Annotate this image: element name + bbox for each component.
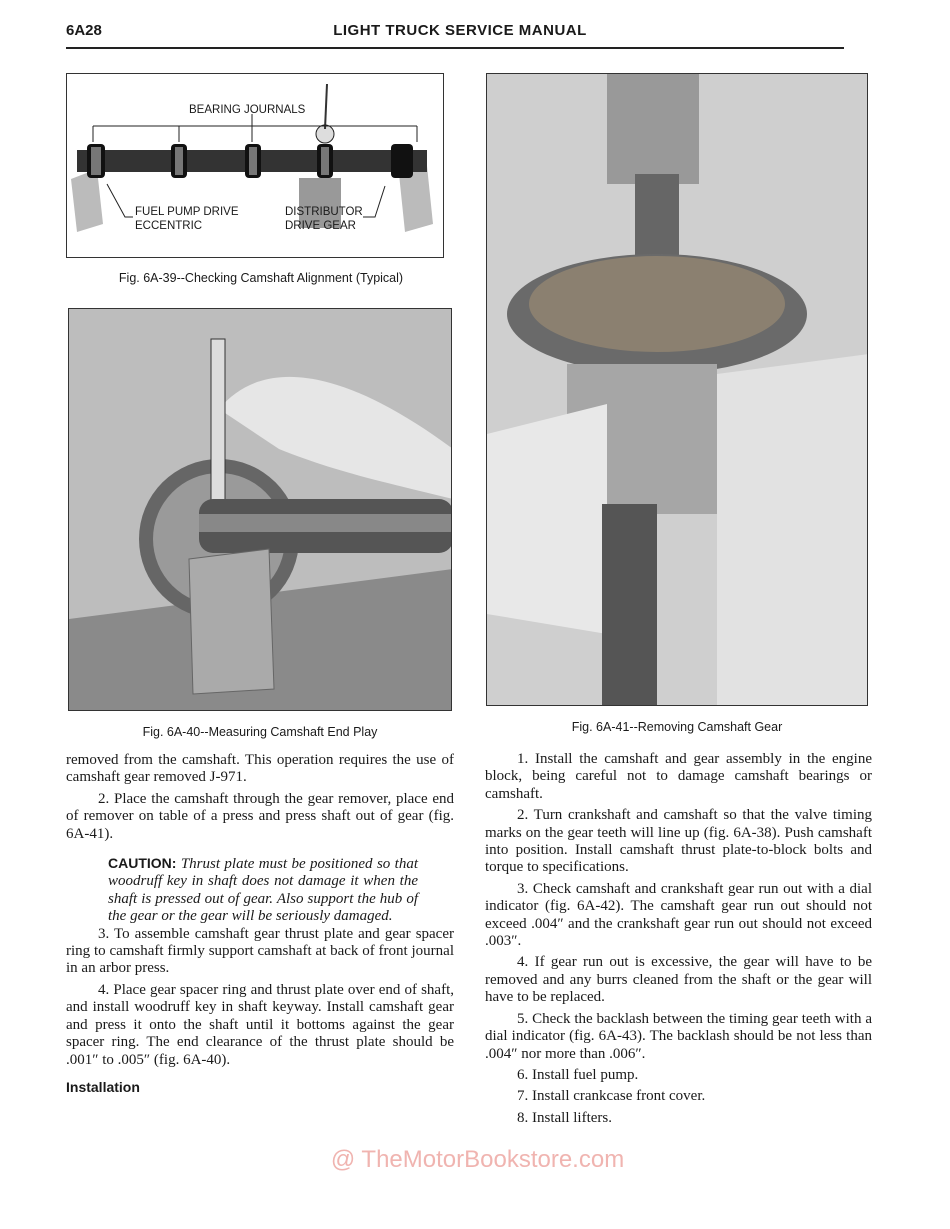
watermark: @ TheMotorBookstore.com (330, 1146, 625, 1173)
label-bearing-journals: BEARING JOURNALS (189, 104, 306, 116)
step: 1. Install the camshaft and gear assembly in the engine block, being careful not to damage camshaft bearings or camshaft. (485, 751, 872, 802)
camshaft-alignment-illustration (67, 74, 444, 258)
removing-gear-photo (487, 74, 868, 706)
paragraph: removed from the camshaft. This operation requires the use of camshaft gear removed J-971. (66, 752, 454, 786)
label-line: ECCENTRIC (135, 220, 203, 232)
label-line: DRIVE GEAR (285, 220, 356, 232)
page-number: 6A28 (66, 22, 102, 39)
figure-caption: Fig. 6A-40--Measuring Camshaft End Play (142, 725, 378, 739)
paragraph-step-3: 3. To assemble camshaft gear thrust plate and gear spacer ring to camshaft firmly support camshaft at back of front journal in an arbor press. (66, 925, 454, 977)
step: 6. Install fuel pump. (517, 1066, 639, 1083)
label-line: DISTRIBUTOR (285, 206, 363, 218)
label-fuel-pump-drive (135, 205, 239, 233)
figure-caption: Fig. 6A-39--Checking Camshaft Alignment (Typical) (118, 271, 404, 285)
step: 8. Install lifters. (517, 1109, 612, 1126)
page-title: LIGHT TRUCK SERVICE MANUAL (333, 22, 587, 39)
caution-text: Thrust plate must be positioned so that woodruff key in shaft does not damage it when the shaft is pressed out of gear. Also support the hub of the gear or the gear will be seriously damaged. (108, 856, 419, 925)
left-column-text (66, 752, 454, 1095)
step: 4. If gear run out is excessive, the gear will have to be removed and any burrs cleaned from the shaft or the gear will have to be replaced. (485, 954, 872, 1006)
step: 5. Check the backlash between the timing gear teeth with a dial indicator (fig. 6A-43). The backlash should be not less than .004″ nor more than .006″. (485, 1010, 872, 1062)
caution-label: CAUTION: (108, 855, 177, 872)
header-rule (66, 47, 844, 49)
figure-end-play (68, 308, 452, 711)
installation-steps (485, 747, 872, 1127)
section-heading-installation: Installation (66, 1078, 140, 1095)
figure-removing-gear (486, 73, 868, 706)
paragraph-step-2: 2. Place the camshaft through the gear remover, place end of remover on table of a press and press shaft out of gear (fig. 6A-41). (66, 790, 454, 842)
label-distributor-drive-gear (285, 205, 363, 233)
figure-camshaft-alignment (66, 73, 444, 258)
step: 3. Check camshaft and crankshaft gear run out with a dial indicator (fig. 6A-42). The camshaft gear run out should not exceed .004″ and the crankshaft gear run out should not exceed .003″. (485, 880, 872, 950)
step: 2. Turn crankshaft and camshaft so that the valve timing marks on the gear teeth will line up (fig. 6A-38). Push camshaft into position. Install camshaft thrust plate-to-block bolts and torque to specifications. (485, 807, 872, 876)
step: 7. Install crankcase front cover. (517, 1088, 706, 1105)
caution-note (108, 855, 418, 926)
figure-caption: Fig. 6A-41--Removing Camshaft Gear (571, 720, 783, 734)
label-line: FUEL PUMP DRIVE (135, 206, 239, 218)
paragraph-step-4: 4. Place gear spacer ring and thrust plate over end of shaft, and install woodruff key in shaft keyway. Install camshaft gear and press it onto the shaft until it bottoms against the gear spacer ring. The end clearance of the thrust plate should be .001″ to .005″ (fig. 6A-40). (66, 981, 454, 1068)
end-play-photo (69, 309, 452, 711)
